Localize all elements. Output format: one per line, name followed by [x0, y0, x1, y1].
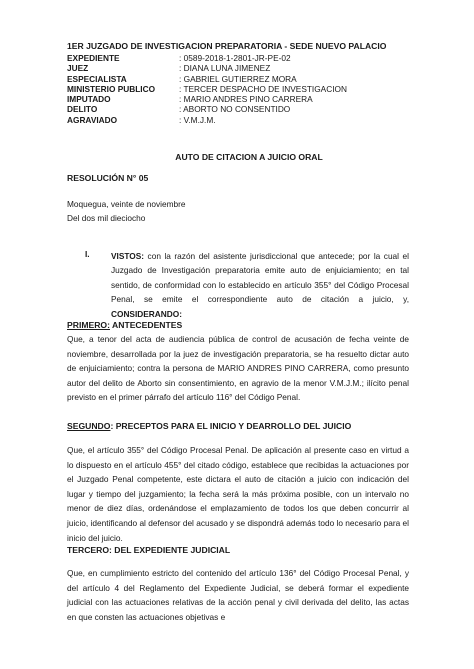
case-info-label: IMPUTADO: [67, 94, 111, 105]
heading-title: ANTECEDENTES: [109, 320, 183, 330]
resolution-number: RESOLUCIÓN N° 05: [67, 173, 149, 183]
case-info-value: : GABRIEL GUTIERREZ MORA: [179, 73, 297, 84]
court-title: 1ER JUZGADO DE INVESTIGACION PREPARATORIA - SEDE NUEVO PALACIO: [67, 41, 387, 51]
vistos-label: VISTOS:: [111, 251, 145, 261]
heading-primero: [67, 320, 182, 330]
heading-title: : PRECEPTOS PARA EL INICIO Y DEARROLLO DEL JUICIO: [110, 421, 352, 431]
vistos-paragraph: [111, 249, 409, 321]
case-info-value: : DIANA LUNA JIMENEZ: [179, 63, 271, 74]
vistos-body: con la razón del asistente jurisdiccional que antecede; por la cual el Juzgado de Investigación preparatoria emite auto de enjuiciamiento; en tal sentido, de conformidad con lo establecido en artículo 355° del Código Procesal Penal, se emite el correspondiente auto de citación a juicio, y,: [111, 251, 409, 305]
document-title: AUTO DE CITACION A JUICIO ORAL: [175, 152, 323, 162]
paragraph-primero: Que, a tenor del acta de audiencia pública de control de acusación de fecha veinte de noviembre, desarrollada por la juez de investigación preparatoria, se ha resuelto dictar auto de enjuiciamiento; contra la persona de MARIO ANDRES PINO CARRERA, como presunto autor del delito de Aborto sin consentimiento, en agravio de la menor V.M.J.M.; ilícito penal previsto en el primer párrafo del artículo 116° del Código Penal.: [67, 334, 409, 403]
case-info-label: EXPEDIENTE: [67, 53, 120, 63]
case-info-label: AGRAVIADO: [67, 114, 118, 125]
case-info-value: : V.M.J.M.: [179, 114, 216, 125]
paragraph-segundo: Que, el artículo 355° del Código Procesal Penal. De aplicación al presente caso en virtud a lo dispuesto en el artículo 455° del citado código, establece que recibidas la actuaciones por el Juzgado Penal competente, este dictara el auto de citación a juicio con indicación del lugar y tiempo del juzgamiento; la fecha será la más próxima posible, con un intervalo no menor de diez días, ordenándose el emplazamiento de todos los que deben concurrir al juicio, identificando al defensor del acusado y se dispondrá además todo lo necesario para el inicio del juicio.: [67, 445, 409, 543]
case-info-label: MINISTERIO PUBLICO: [67, 83, 156, 94]
place-date-line: Moquegua, veinte de noviembre: [67, 199, 186, 209]
case-info-label: JUEZ: [67, 63, 89, 74]
heading-ordinal: SEGUNDO: [67, 421, 111, 431]
case-info-label: DELITO: [67, 104, 98, 115]
case-info-label: ESPECIALISTA: [67, 73, 127, 84]
heading-tercero: TERCERO: DEL EXPEDIENTE JUDICIAL: [67, 545, 231, 555]
place-date: [67, 198, 186, 224]
vistos-number: I.: [85, 249, 90, 259]
paragraph-tercero: Que, en cumplimiento estricto del contenido del artículo 136° del Código Procesal Penal, y del artículo 4 del Reglamento del Expediente Judicial, se deberá formar el expediente judicial con las actuaciones relativas de la acción penal y civil derivada del delito, las actas en que consten las actuaciones objetivas e: [67, 568, 409, 622]
case-info-value: : ABORTO NO CONSENTIDO: [179, 104, 291, 115]
case-info-value: : MARIO ANDRES PINO CARRERA: [179, 94, 313, 105]
case-info-value: : 0589-2018-1-2801-JR-PE-02: [179, 53, 291, 63]
considerando-label: CONSIDERANDO:: [111, 308, 182, 319]
heading-segundo: [67, 421, 351, 431]
heading-ordinal: PRIMERO:: [67, 320, 110, 330]
place-date-line: Del dos mil dieciocho: [67, 213, 146, 223]
case-info-value: : TERCER DESPACHO DE INVESTIGACION: [179, 83, 347, 94]
